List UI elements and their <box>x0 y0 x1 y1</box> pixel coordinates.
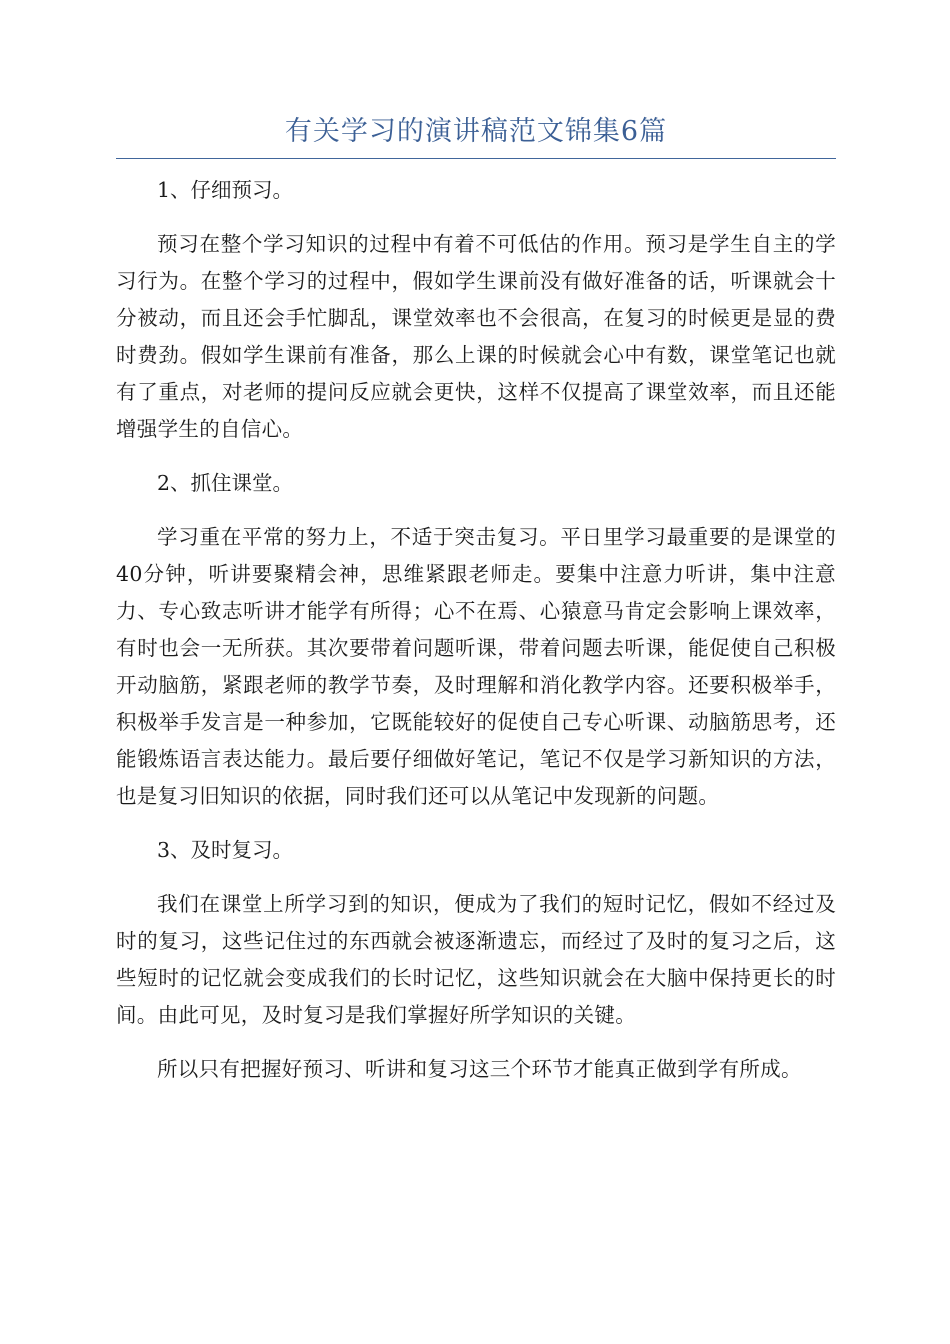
document-body <box>116 172 836 1105</box>
conclusion-paragraph: 所以只有把握好预习、听讲和复习这三个环节才能真正做到学有所成。 <box>157 1057 802 1081</box>
title-block <box>116 112 836 159</box>
section-2-paragraph: 学习重在平常的努力上，不适于突击复习。平日里学习最重要的是课堂的40分钟，听讲要聚精会神，思维紧跟老师走。要集中注意力听讲，集中注意力、专心致志听讲才能学有所得；心不在焉、心猿意马肯定会影响上课效率，有时也会一无所获。其次要带着问题听课，带着问题去听课，能促使自己积极开动脑筋，紧跟老师的教学节奏，及时理解和消化教学内容。还要积极举手，积极举手发言是一种参加，它既能较好的促使自己专心听课、动脑筋思考，还能锻炼语言表达能力。最后要仔细做好笔记，笔记不仅是学习新知识的方法，也是复习旧知识的依据，同时我们还可以从笔记中发现新的问题。 <box>116 525 836 808</box>
section-3-heading: 3、及时复习。 <box>157 838 294 862</box>
section-1-paragraph: 预习在整个学习知识的过程中有着不可低估的作用。预习是学生自主的学习行为。在整个学习的过程中，假如学生课前没有做好准备的话，听课就会十分被动，而且还会手忙脚乱，课堂效率也不会很高，在复习的时候更是显的费时费劲。假如学生课前有准备，那么上课的时候就会心中有数，课堂笔记也就有了重点，对老师的提问反应就会更快，这样不仅提高了课堂效率，而且还能增强学生的自信心。 <box>116 232 836 441</box>
section-2-heading: 2、抓住课堂。 <box>157 471 294 495</box>
section-1-heading: 1、仔细预习。 <box>157 178 294 202</box>
section-3-paragraph: 我们在课堂上所学习到的知识，便成为了我们的短时记忆，假如不经过及时的复习，这些记住过的东西就会被逐渐遗忘，而经过了及时的复习之后，这些短时的记忆就会变成我们的长时记忆，这些知识就会在大脑中保持更长的时间。由此可见，及时复习是我们掌握好所学知识的关键。 <box>116 892 836 1027</box>
document-title: 有关学习的演讲稿范文锦集6篇 <box>284 116 668 147</box>
